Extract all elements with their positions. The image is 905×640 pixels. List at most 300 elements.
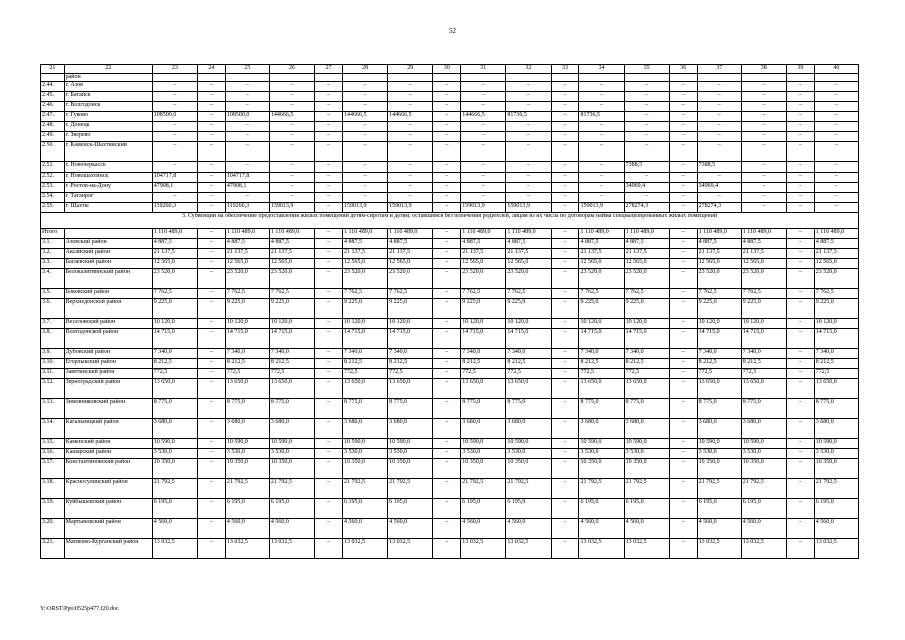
- value-cell: 8 212,5: [269, 359, 314, 369]
- value-cell: –: [624, 142, 669, 162]
- value-cell: –: [433, 122, 461, 132]
- value-cell: –: [197, 173, 225, 183]
- value-cell: –: [197, 249, 225, 259]
- value-cell: –: [197, 419, 225, 439]
- value-cell: –: [152, 82, 197, 92]
- row-number: 2.54.: [41, 193, 65, 203]
- column-number: 32: [506, 65, 551, 74]
- value-cell: –: [315, 142, 343, 162]
- value-cell: 278274,3: [624, 203, 669, 213]
- value-cell: –: [669, 289, 697, 299]
- table-row: [41, 319, 859, 329]
- value-cell: –: [197, 449, 225, 459]
- value-cell: –: [506, 92, 551, 102]
- column-number: 23: [152, 65, 197, 74]
- value-cell: 4 887,5: [269, 239, 314, 249]
- value-cell: 4 560,0: [506, 519, 551, 539]
- value-cell: 3 680,0: [388, 419, 433, 439]
- value-cell: 8 212,5: [697, 359, 741, 369]
- value-cell: 104717,8: [152, 173, 197, 183]
- value-cell: 21 137,5: [579, 249, 624, 259]
- value-cell: 21 137,5: [225, 249, 269, 259]
- value-cell: –: [579, 92, 624, 102]
- value-cell: 10 120,0: [343, 319, 388, 329]
- value-cell: –: [669, 203, 697, 213]
- value-cell: –: [343, 173, 388, 183]
- value-cell: 10 350,0: [343, 459, 388, 479]
- table-row: [41, 82, 859, 92]
- value-cell: 13 650,0: [697, 379, 741, 399]
- value-cell: –: [433, 359, 461, 369]
- value-cell: 10 590,0: [741, 439, 786, 449]
- value-cell: 8 775,0: [506, 399, 551, 419]
- value-cell: 13 650,0: [225, 379, 269, 399]
- value-cell: 13 032,5: [152, 539, 197, 559]
- value-cell: 23 520,0: [152, 269, 197, 289]
- value-cell: 7 762,5: [506, 289, 551, 299]
- value-cell: 1 110 489,0: [814, 229, 858, 239]
- value-cell: –: [669, 112, 697, 122]
- value-cell: 13 032,5: [269, 539, 314, 559]
- value-cell: –: [551, 132, 579, 142]
- value-cell: –: [315, 259, 343, 269]
- value-cell: –: [786, 249, 814, 259]
- table-row: [41, 112, 859, 122]
- value-cell: –: [741, 122, 786, 132]
- value-cell: 10 120,0: [624, 319, 669, 329]
- value-cell: –: [315, 439, 343, 449]
- value-cell: 159013,9: [579, 203, 624, 213]
- column-number: 28: [343, 65, 388, 74]
- value-cell: 772,5: [741, 369, 786, 379]
- value-cell: 144666,5: [269, 112, 314, 122]
- row-name: Азовский район: [64, 239, 152, 249]
- value-cell: 12 565,0: [741, 259, 786, 269]
- row-name: Дубовский район: [64, 349, 152, 359]
- value-cell: 7 762,5: [579, 289, 624, 299]
- value-cell: 10 120,0: [697, 319, 741, 329]
- value-cell: 14 715,0: [461, 329, 506, 349]
- value-cell: 12 565,0: [814, 259, 858, 269]
- value-cell: 4 560,0: [152, 519, 197, 539]
- value-cell: 7 762,5: [624, 289, 669, 299]
- value-cell: 8 775,0: [741, 399, 786, 419]
- value-cell: –: [269, 82, 314, 92]
- row-number: 2.51.: [41, 162, 65, 173]
- value-cell: 8 775,0: [269, 399, 314, 419]
- value-cell: 3 680,0: [506, 419, 551, 439]
- value-cell: 10 590,0: [343, 439, 388, 449]
- value-cell: 21 137,5: [506, 249, 551, 259]
- value-cell: –: [315, 112, 343, 122]
- value-cell: –: [433, 479, 461, 499]
- value-cell: 9 225,0: [741, 299, 786, 319]
- row-number: 2.55.: [41, 203, 65, 213]
- row-name: Зимовниковский район: [64, 399, 152, 419]
- value-cell: 13 650,0: [152, 379, 197, 399]
- value-cell: 14 715,0: [225, 329, 269, 349]
- row-name: г. Новошахтинск: [64, 173, 152, 183]
- value-cell: 9 225,0: [461, 299, 506, 319]
- value-cell: 10 590,0: [152, 439, 197, 449]
- value-cell: [579, 74, 624, 82]
- value-cell: –: [343, 193, 388, 203]
- value-cell: 23 520,0: [579, 269, 624, 289]
- value-cell: 6 195,0: [225, 499, 269, 519]
- row-name: г. Шахты: [64, 203, 152, 213]
- value-cell: –: [669, 449, 697, 459]
- value-cell: 8 775,0: [152, 399, 197, 419]
- value-cell: –: [433, 183, 461, 193]
- value-cell: –: [579, 142, 624, 162]
- value-cell: 3 680,0: [624, 419, 669, 439]
- value-cell: –: [551, 299, 579, 319]
- value-cell: 9 225,0: [343, 299, 388, 319]
- value-cell: –: [269, 142, 314, 162]
- value-cell: 10 350,0: [152, 459, 197, 479]
- value-cell: 4 887,5: [388, 239, 433, 249]
- value-cell: –: [669, 183, 697, 193]
- value-cell: 14 715,0: [343, 329, 388, 349]
- value-cell: –: [197, 193, 225, 203]
- value-cell: –: [269, 132, 314, 142]
- value-cell: –: [315, 122, 343, 132]
- value-cell: –: [669, 379, 697, 399]
- value-cell: 772,5: [343, 369, 388, 379]
- value-cell: 278274,3: [697, 203, 741, 213]
- value-cell: –: [814, 142, 858, 162]
- value-cell: –: [697, 92, 741, 102]
- value-cell: 10 120,0: [506, 319, 551, 329]
- value-cell: –: [388, 162, 433, 173]
- row-number: 3.15.: [41, 439, 65, 449]
- value-cell: –: [669, 399, 697, 419]
- value-cell: 3 680,0: [741, 419, 786, 439]
- value-cell: –: [197, 289, 225, 299]
- value-cell: –: [786, 379, 814, 399]
- value-cell: 7 762,5: [225, 289, 269, 299]
- value-cell: 21 792,5: [624, 479, 669, 499]
- value-cell: [197, 74, 225, 82]
- value-cell: 81736,5: [506, 112, 551, 122]
- value-cell: –: [433, 132, 461, 142]
- value-cell: 13 650,0: [579, 379, 624, 399]
- value-cell: –: [814, 162, 858, 173]
- value-cell: 12 565,0: [152, 259, 197, 269]
- value-cell: –: [433, 419, 461, 439]
- table-row: [41, 379, 859, 399]
- value-cell: –: [315, 399, 343, 419]
- value-cell: –: [433, 82, 461, 92]
- table-row: [41, 479, 859, 499]
- value-cell: –: [152, 162, 197, 173]
- value-cell: –: [579, 183, 624, 193]
- value-cell: [624, 74, 669, 82]
- value-cell: –: [551, 82, 579, 92]
- value-cell: 3 530,0: [225, 449, 269, 459]
- value-cell: 8 212,5: [461, 359, 506, 369]
- value-cell: –: [624, 112, 669, 122]
- value-cell: –: [506, 173, 551, 183]
- value-cell: 8 775,0: [579, 399, 624, 419]
- value-cell: 81736,5: [579, 112, 624, 122]
- value-cell: 772,5: [225, 369, 269, 379]
- value-cell: 3 530,0: [152, 449, 197, 459]
- value-cell: 8 212,5: [152, 359, 197, 369]
- value-cell: 159013,9: [506, 203, 551, 213]
- value-cell: –: [786, 329, 814, 349]
- value-cell: –: [315, 459, 343, 479]
- value-cell: 9 225,0: [269, 299, 314, 319]
- value-cell: [461, 74, 506, 82]
- value-cell: –: [551, 439, 579, 449]
- table-row: [41, 142, 859, 162]
- value-cell: 8 212,5: [579, 359, 624, 369]
- value-cell: 3 680,0: [269, 419, 314, 439]
- value-cell: –: [315, 102, 343, 112]
- value-cell: –: [315, 173, 343, 183]
- value-cell: 21 792,5: [697, 479, 741, 499]
- value-cell: –: [551, 369, 579, 379]
- table-row: [41, 239, 859, 249]
- page-number: 52: [449, 27, 456, 35]
- value-cell: –: [786, 122, 814, 132]
- value-cell: 9 225,0: [506, 299, 551, 319]
- value-cell: –: [388, 183, 433, 193]
- value-cell: 119260,3: [225, 203, 269, 213]
- table-row: [41, 229, 859, 239]
- value-cell: –: [197, 299, 225, 319]
- value-cell: –: [506, 102, 551, 112]
- value-cell: –: [506, 183, 551, 193]
- value-cell: –: [197, 102, 225, 112]
- value-cell: –: [197, 259, 225, 269]
- value-cell: –: [315, 183, 343, 193]
- value-cell: 14 715,0: [814, 329, 858, 349]
- value-cell: –: [315, 249, 343, 259]
- value-cell: –: [697, 142, 741, 162]
- value-cell: 8 775,0: [814, 399, 858, 419]
- value-cell: –: [551, 203, 579, 213]
- value-cell: [315, 74, 343, 82]
- row-name: Константиновский район: [64, 459, 152, 479]
- value-cell: –: [315, 449, 343, 459]
- value-cell: 772,5: [506, 369, 551, 379]
- value-cell: –: [786, 162, 814, 173]
- value-cell: 7 340,0: [225, 349, 269, 359]
- row-name: Веселовский район: [64, 319, 152, 329]
- value-cell: [225, 74, 269, 82]
- row-number: 3.18.: [41, 479, 65, 499]
- value-cell: 1 110 489,0: [343, 229, 388, 239]
- value-cell: –: [551, 183, 579, 193]
- value-cell: –: [343, 102, 388, 112]
- value-cell: –: [152, 122, 197, 132]
- value-cell: [152, 74, 197, 82]
- value-cell: 1 110 489,0: [152, 229, 197, 239]
- value-cell: –: [433, 162, 461, 173]
- value-cell: –: [551, 112, 579, 122]
- value-cell: –: [433, 399, 461, 419]
- value-cell: 21 792,5: [506, 479, 551, 499]
- value-cell: –: [551, 239, 579, 249]
- table-row: [41, 102, 859, 112]
- value-cell: 13 032,5: [697, 539, 741, 559]
- value-cell: –: [197, 359, 225, 369]
- value-cell: –: [786, 112, 814, 122]
- value-cell: –: [786, 399, 814, 419]
- value-cell: 10 590,0: [506, 439, 551, 449]
- value-cell: –: [197, 239, 225, 249]
- value-cell: –: [269, 122, 314, 132]
- row-name: Егорлыкский район: [64, 359, 152, 369]
- value-cell: [506, 74, 551, 82]
- value-cell: 6 195,0: [343, 499, 388, 519]
- value-cell: 6 195,0: [506, 499, 551, 519]
- value-cell: –: [669, 229, 697, 239]
- footer-path: Y:\ORST\Ppo\0525p477.f20.doc: [40, 606, 119, 612]
- value-cell: 159013,9: [388, 203, 433, 213]
- row-number: 2.47.: [41, 112, 65, 122]
- row-number: 3.16.: [41, 449, 65, 459]
- row-number: 3.5.: [41, 289, 65, 299]
- value-cell: 8 212,5: [506, 359, 551, 369]
- value-cell: 12 565,0: [506, 259, 551, 269]
- value-cell: 10 350,0: [697, 459, 741, 479]
- value-cell: –: [669, 319, 697, 329]
- value-cell: –: [197, 539, 225, 559]
- column-number: 24: [197, 65, 225, 74]
- row-name: Кагальницкий район: [64, 419, 152, 439]
- value-cell: –: [197, 229, 225, 239]
- value-cell: 8 212,5: [343, 359, 388, 369]
- value-cell: 21 137,5: [152, 249, 197, 259]
- value-cell: –: [551, 399, 579, 419]
- value-cell: –: [551, 359, 579, 369]
- value-cell: –: [269, 102, 314, 112]
- value-cell: 10 120,0: [579, 319, 624, 329]
- value-cell: –: [433, 269, 461, 289]
- value-cell: –: [343, 92, 388, 102]
- value-cell: 10 590,0: [697, 439, 741, 449]
- value-cell: –: [579, 193, 624, 203]
- table-row: [41, 162, 859, 173]
- row-name: Багаевский район: [64, 259, 152, 269]
- value-cell: 772,5: [697, 369, 741, 379]
- value-cell: –: [741, 142, 786, 162]
- value-cell: [388, 74, 433, 82]
- row-name: Красносулинский район: [64, 479, 152, 499]
- value-cell: –: [197, 162, 225, 173]
- value-cell: 772,5: [269, 369, 314, 379]
- value-cell: –: [433, 379, 461, 399]
- table-row: [41, 193, 859, 203]
- value-cell: 1 110 489,0: [225, 229, 269, 239]
- value-cell: 1 110 489,0: [624, 229, 669, 239]
- value-cell: –: [197, 369, 225, 379]
- value-cell: –: [269, 193, 314, 203]
- value-cell: –: [461, 162, 506, 173]
- value-cell: –: [669, 82, 697, 92]
- value-cell: –: [669, 299, 697, 319]
- table-row: [41, 122, 859, 132]
- value-cell: –: [551, 349, 579, 359]
- value-cell: –: [786, 269, 814, 289]
- value-cell: 9 225,0: [624, 299, 669, 319]
- value-cell: 6 195,0: [579, 499, 624, 519]
- value-cell: –: [551, 162, 579, 173]
- column-number: 38: [741, 65, 786, 74]
- row-number: 3.13.: [41, 399, 65, 419]
- value-cell: –: [669, 499, 697, 519]
- value-cell: –: [197, 122, 225, 132]
- value-cell: –: [433, 369, 461, 379]
- value-cell: –: [669, 142, 697, 162]
- value-cell: –: [433, 203, 461, 213]
- value-cell: 8 775,0: [225, 399, 269, 419]
- value-cell: 6 195,0: [388, 499, 433, 519]
- row-number: 3.7.: [41, 319, 65, 329]
- value-cell: 14 715,0: [624, 329, 669, 349]
- column-number: 30: [433, 65, 461, 74]
- value-cell: 10 590,0: [461, 439, 506, 449]
- value-cell: –: [551, 319, 579, 329]
- subvention-table: [40, 64, 859, 559]
- table-row: [41, 449, 859, 459]
- value-cell: –: [152, 132, 197, 142]
- value-cell: –: [669, 369, 697, 379]
- value-cell: –: [315, 519, 343, 539]
- value-cell: –: [315, 369, 343, 379]
- value-cell: –: [225, 132, 269, 142]
- value-cell: –: [388, 102, 433, 112]
- value-cell: –: [697, 82, 741, 92]
- value-cell: [814, 74, 858, 82]
- value-cell: 3 530,0: [269, 449, 314, 459]
- value-cell: –: [315, 82, 343, 92]
- value-cell: 12 565,0: [579, 259, 624, 269]
- value-cell: 4 887,5: [343, 239, 388, 249]
- row-name: Аксайский район: [64, 249, 152, 259]
- row-number: 2.50.: [41, 142, 65, 162]
- value-cell: 10 350,0: [461, 459, 506, 479]
- value-cell: 772,5: [814, 369, 858, 379]
- value-cell: –: [433, 329, 461, 349]
- value-cell: –: [786, 319, 814, 329]
- value-cell: –: [506, 82, 551, 92]
- value-cell: –: [433, 229, 461, 239]
- value-cell: –: [433, 459, 461, 479]
- value-cell: 9 225,0: [225, 299, 269, 319]
- row-name: г. Зверево: [64, 132, 152, 142]
- value-cell: –: [786, 183, 814, 193]
- value-cell: 13 032,5: [814, 539, 858, 559]
- value-cell: 6 195,0: [269, 499, 314, 519]
- row-name: Волгодонской район: [64, 329, 152, 349]
- value-cell: –: [433, 519, 461, 539]
- value-cell: –: [697, 173, 741, 183]
- value-cell: 14 715,0: [506, 329, 551, 349]
- value-cell: 13 032,5: [343, 539, 388, 559]
- row-number: 3.9.: [41, 349, 65, 359]
- row-name: Заветинский район: [64, 369, 152, 379]
- value-cell: –: [461, 183, 506, 193]
- value-cell: –: [786, 349, 814, 359]
- value-cell: –: [551, 499, 579, 519]
- value-cell: –: [225, 102, 269, 112]
- value-cell: 12 565,0: [697, 259, 741, 269]
- column-number: 26: [269, 65, 314, 74]
